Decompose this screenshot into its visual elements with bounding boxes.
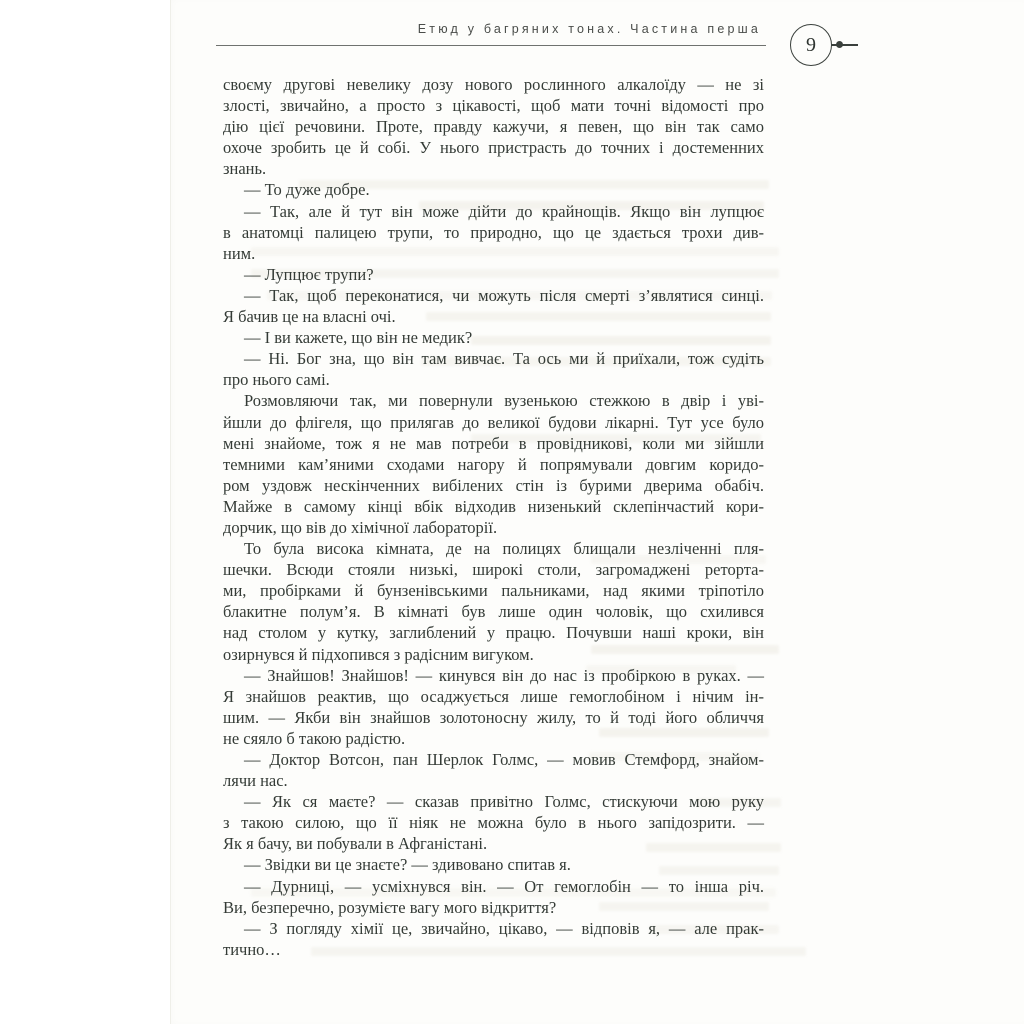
text-line: дорчик, що вів до хімічної лабораторії. <box>223 517 498 537</box>
text-line: блакитне полум’я. В кімнаті був лише один чоловік, що схилився <box>223 602 764 622</box>
text-line: — Знайшов! Знайшов! — кинувся він до нас із пробіркою в руках. — <box>244 665 764 685</box>
text-line: Я знайшов реактив, що осаджується лише гемоглобіном і нічим ін- <box>223 686 764 706</box>
text-line: — Як ся маєте? — сказав привітно Голмс, стискуючи мою руку <box>244 792 764 812</box>
text-line: ним. <box>223 243 256 263</box>
text-line: дію цієї речовини. Проте, правду кажучи, я певен, що він так само <box>223 117 764 137</box>
page-badge-connector-dot <box>836 41 843 48</box>
text-line: Ви, безперечно, розумієте вагу мого відкриття? <box>223 897 557 917</box>
text-line: Я бачив це на власні очі. <box>223 307 396 327</box>
text-line: Розмовляючи так, ми повернули вузенькою стежкою в двір і уві- <box>244 391 764 411</box>
text-line: про нього самі. <box>223 370 330 390</box>
text-line: — Доктор Вотсон, пан Шерлок Голмс, — мовив Стемфорд, знайом- <box>244 750 764 769</box>
text-line: шим. — Якби він знайшов золотоносну жилу, то й тоді його обличчя <box>223 707 764 727</box>
running-title: Етюд у багряних тонах. Частина перша <box>417 22 761 36</box>
text-line: То була висока кімната, де на полицях блищали незліченні пля- <box>244 539 764 559</box>
text-line: — Звідки ви це знаєте? — здивовано спитав я. <box>244 855 571 875</box>
text-line: — Лупцює трупи? <box>244 264 374 284</box>
text-line: — І ви кажете, що він не медик? <box>244 328 473 348</box>
header-rule <box>216 45 766 46</box>
text-line: ми, пробірками й бунзенівськими пальниками, над якими тріпотіло <box>223 581 764 601</box>
text-line: — Так, але й тут він може дійти до крайнощів. Якщо він лупцює <box>244 201 764 221</box>
text-line: охоче зробить це й собі. У нього пристрасть до точних і достеменних <box>223 138 764 158</box>
page-number-badge <box>790 24 832 66</box>
text-line: з такою силою, що її ніяк не можна було в нього запідозрити. — <box>223 813 764 833</box>
text-line: своєму другові невелику дозу нового рослинного алкалоїду — не зі <box>223 75 764 94</box>
text-line: над столом у кутку, заглиблений у працю. Почувши наші кроки, він <box>223 623 764 643</box>
book-page <box>170 0 1024 1024</box>
text-line: темними кам’яними сходами нагору й попрямували довгим коридо- <box>223 454 764 474</box>
text-line: знань. <box>223 159 267 179</box>
text-line: Як я бачу, ви побували в Афганістані. <box>223 834 488 854</box>
text-line: в анатомці палицею трупи, то природно, що це здається трохи див- <box>223 222 764 242</box>
text-line: — Так, щоб переконатися, чи можуть після смерті з’являтися синці. <box>244 285 764 305</box>
text-block <box>223 74 764 960</box>
text-line: — То дуже добре. <box>244 180 370 200</box>
text-line: лячи нас. <box>223 771 288 791</box>
text-line: Майже в самому кінці вбік відходив низенький склепінчастий кори- <box>223 496 764 516</box>
text-line: — З погляду хімії це, звичайно, цікаво, — відповів я, — але прак- <box>244 918 764 938</box>
text-line: тично… <box>223 939 281 959</box>
page-number: 9 <box>806 34 816 56</box>
text-line: — Ні. Бог зна, що він там вивчає. Та ось ми й приїхали, тож судіть <box>244 349 764 369</box>
text-line: ром уздовж нескінченних вибілених стін із бурими дверима обабіч. <box>223 475 764 495</box>
text-line: не сяяло б такою радістю. <box>223 728 406 748</box>
text-line: йшли до флігеля, що прилягав до великої будови лікарні. Тут усе було <box>223 412 764 432</box>
text-line: озирнувся й підхопився з радісним вигуком. <box>223 644 534 664</box>
text-line: шечки. Всюди стояли низькі, широкі столи, загромаджені реторта- <box>223 560 764 580</box>
text-line: мені знайоме, тож я не мав потреби в провідникові, коли ми зійшли <box>223 433 764 453</box>
text-line: злості, звичайно, а просто з цікавості, щоб мати точні відомості про <box>223 96 764 116</box>
text-line: — Дурниці, — усміхнувся він. — От гемоглобін — то інша річ. <box>244 876 764 896</box>
